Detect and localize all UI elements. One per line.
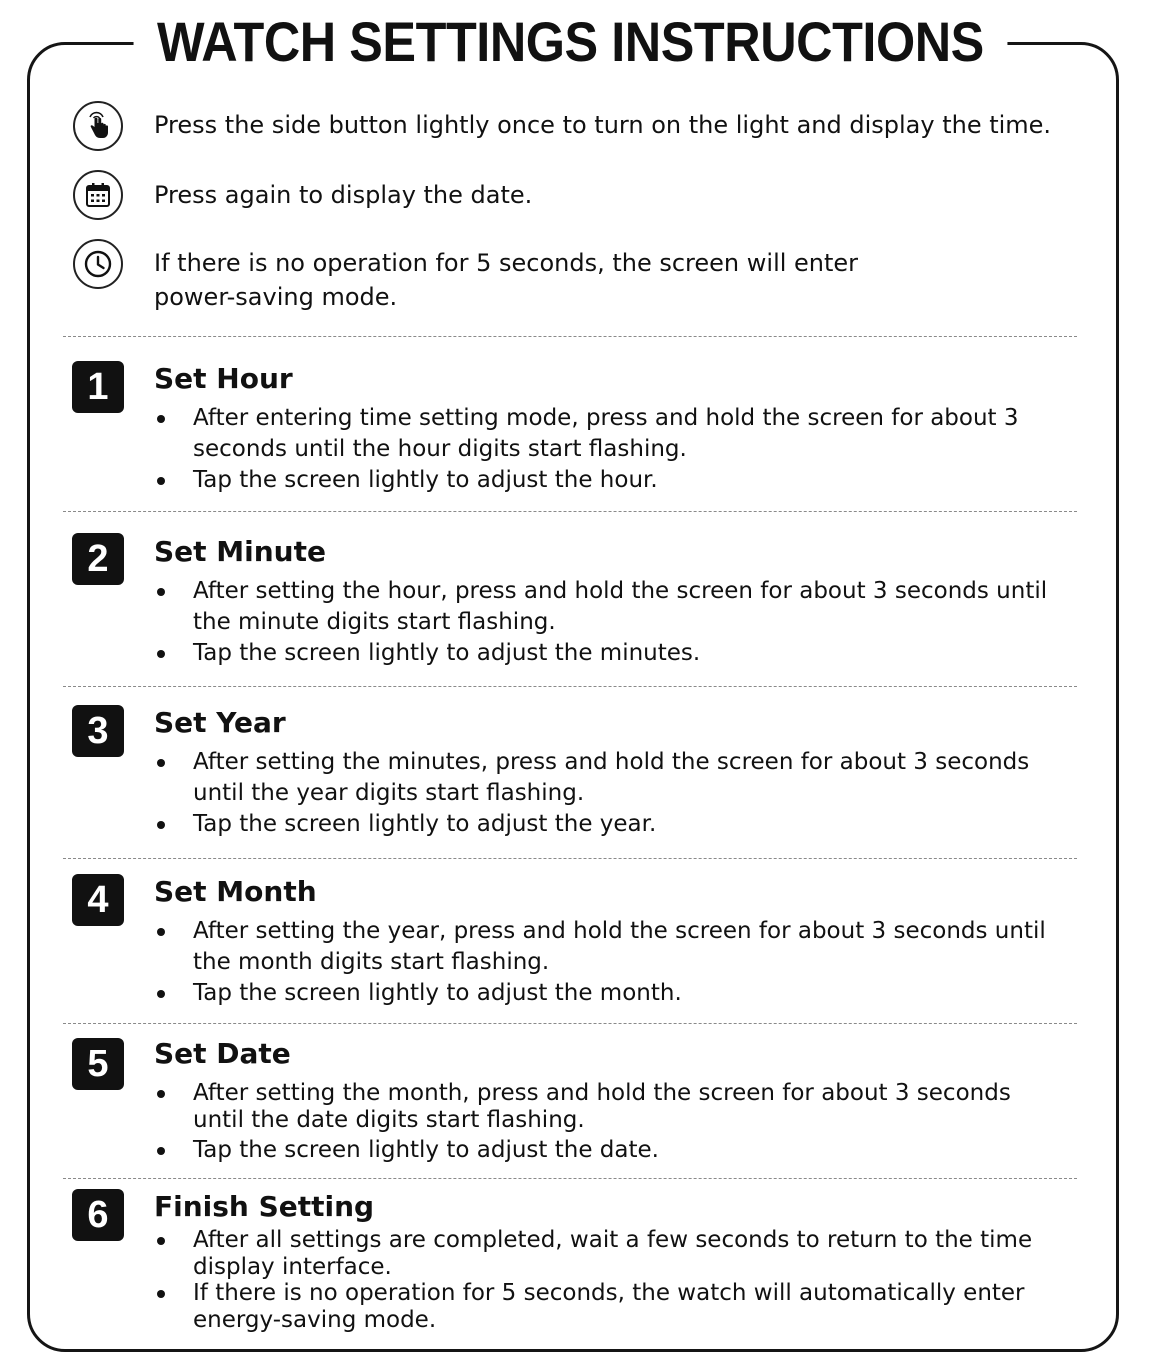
- divider: [63, 1023, 1077, 1024]
- list-item: Tap the screen lightly to adjust the hour.: [154, 465, 1054, 496]
- step-number-badge: 3: [72, 705, 124, 757]
- divider: [63, 511, 1077, 512]
- step-title: Set Month: [154, 875, 317, 908]
- step-bullets: [154, 1227, 1054, 1333]
- intro-text: Press again to display the date.: [154, 181, 533, 209]
- step-bullets: [154, 576, 1054, 669]
- intro-text: Press the side button lightly once to turn on the light and display the time.: [154, 111, 1052, 139]
- title-wrap: [0, 0, 1155, 84]
- list-item: Tap the screen lightly to adjust the year.: [154, 809, 1054, 840]
- list-item: After setting the month, press and hold the screen for about 3 seconds until the date digits start flashing.: [154, 1080, 1054, 1134]
- step-title: Set Date: [154, 1037, 291, 1070]
- step-title: Set Year: [154, 706, 286, 739]
- step-bullets: [154, 747, 1054, 840]
- step-number-badge: 4: [72, 874, 124, 926]
- list-item: After setting the year, press and hold the screen for about 3 seconds until the month digits start flashing.: [154, 916, 1054, 978]
- tap-hand-icon: [73, 101, 123, 151]
- intro-row-light: [73, 101, 1113, 151]
- step-number-badge: 5: [72, 1038, 124, 1090]
- step-number-badge: 2: [72, 533, 124, 585]
- step-title: Set Hour: [154, 362, 293, 395]
- list-item: If there is no operation for 5 seconds, the watch will automatically enter energy-saving mode.: [154, 1280, 1054, 1333]
- step-bullets: [154, 403, 1054, 496]
- intro-row-power-saving: [73, 239, 1113, 314]
- calendar-icon: [73, 170, 123, 220]
- list-item: After setting the minutes, press and hold the screen for about 3 seconds until the year digits start flashing.: [154, 747, 1054, 809]
- step-title: Set Minute: [154, 535, 326, 568]
- clock-icon: [73, 239, 123, 289]
- step-bullets: [154, 1080, 1054, 1164]
- list-item: Tap the screen lightly to adjust the month.: [154, 978, 1054, 1009]
- step-bullets: [154, 916, 1054, 1009]
- divider: [63, 1178, 1077, 1179]
- list-item: Tap the screen lightly to adjust the date.: [154, 1137, 1054, 1164]
- list-item: After all settings are completed, wait a few seconds to return to the time display interface.: [154, 1227, 1054, 1280]
- divider: [63, 336, 1077, 337]
- list-item: After setting the hour, press and hold the screen for about 3 seconds until the minute digits start flashing.: [154, 576, 1054, 638]
- page-title: WATCH SETTINGS INSTRUCTIONS: [134, 0, 1008, 84]
- list-item: After entering time setting mode, press and hold the screen for about 3 seconds until the hour digits start flashing.: [154, 403, 1054, 465]
- divider: [63, 858, 1077, 859]
- intro-row-date: [73, 170, 1113, 220]
- list-item: Tap the screen lightly to adjust the minutes.: [154, 638, 1054, 669]
- step-title: Finish Setting: [154, 1190, 375, 1223]
- intro-text: If there is no operation for 5 seconds, the screen will enter power-saving mode.: [154, 249, 859, 311]
- divider: [63, 686, 1077, 687]
- step-number-badge: 1: [72, 361, 124, 413]
- step-number-badge: 6: [72, 1189, 124, 1241]
